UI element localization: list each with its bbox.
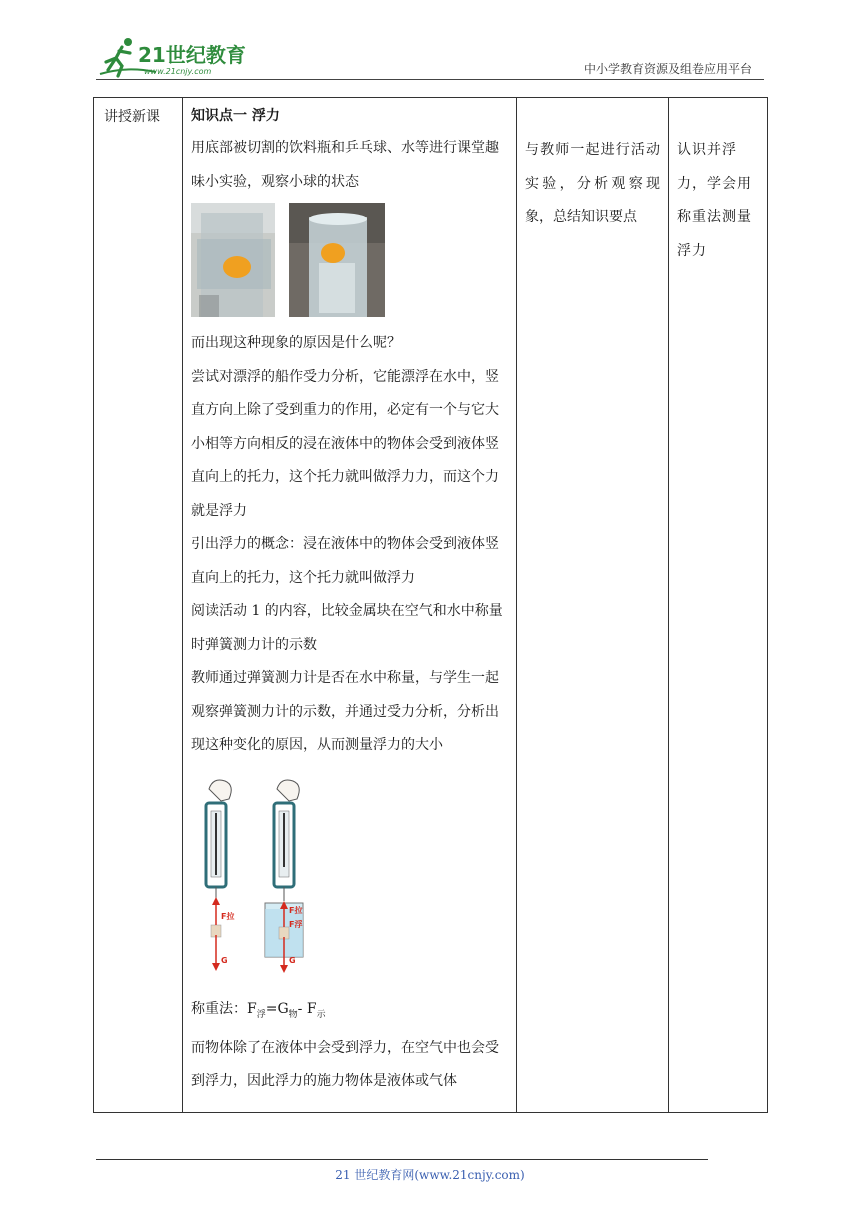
spring-scale-figure: [191, 777, 508, 987]
footer-text: 21 世纪教育网(www.21cnjy.com): [335, 1168, 525, 1182]
content-cell: [183, 98, 517, 1113]
reading-text: 阅读活动 1 的内容，比较金属块在空气和水中称量时弹簧测力计的示数: [191, 603, 503, 653]
weighing-formula: [191, 993, 508, 1032]
experiment-photos: [191, 203, 508, 321]
label-f-buoyancy: F浮: [289, 919, 303, 929]
formula-g: =G: [265, 1000, 289, 1017]
stage-cell: [94, 98, 183, 1113]
logo-url: www.21cnjy.com: [144, 67, 212, 76]
closing-text: 而物体除了在液体中会受到浮力，在空气中也会受到浮力，因此浮力的施力物体是液体或气体: [191, 1039, 499, 1090]
formula-sub-object: 物: [288, 1009, 298, 1020]
formula-minus-f: - F: [297, 1000, 317, 1017]
label-gravity: G: [221, 955, 228, 965]
page-header: [0, 0, 860, 90]
formula-sub-reading: 示: [316, 1009, 326, 1020]
label-f-pull: F拉: [221, 911, 235, 921]
design-intent-text: 认识并浮力，学会用称重法测量浮力: [677, 142, 752, 259]
label-f-pull-2: F拉: [289, 905, 303, 915]
knowledge-point-title: 知识点一 浮力: [191, 108, 280, 124]
spring-scale-diagram: [191, 777, 331, 987]
footer-divider: [96, 1159, 708, 1160]
teacher-text: 教师通过弹簧测力计是否在水中称量，与学生一起观察弹簧测力计的示数，并通过受力分析，分析出现这种变化的原因，从而测量浮力的大小: [191, 670, 499, 753]
concept-text: 引出浮力的概念：浸在液体中的物体会受到液体竖直向上的托力，这个托力就叫做浮力: [191, 536, 499, 586]
student-activity-cell: [517, 98, 669, 1113]
formula-sub-buoyancy: 浮: [256, 1009, 266, 1020]
question-text: 而出现这种现象的原因是什么呢？: [191, 335, 401, 351]
header-divider: [96, 79, 764, 80]
analysis-text: 尝试对漂浮的船作受力分析，它能漂浮在水中，竖直方向上除了受到重力的作用，必定有一个与它大小相等方向相反的浸在液体中的物体会受到液体竖直向上的托力，这个托力就叫做浮力力，而这个力就是浮力: [191, 368, 499, 519]
logo-text: 21世纪教育: [138, 43, 246, 67]
table-row: [94, 98, 768, 1113]
design-intent-cell: [669, 98, 768, 1113]
label-gravity-2: G: [289, 955, 296, 965]
site-logo: [96, 36, 256, 80]
formula-prefix: 称重法：F: [191, 1000, 257, 1017]
bottle-photo-2: [289, 203, 385, 317]
platform-title: 中小学教育资源及组卷应用平台: [583, 62, 752, 76]
stage-label: 讲授新课: [104, 109, 160, 125]
student-activity-text: 与教师一起进行活动实验，分析观察现象，总结知识要点: [525, 142, 660, 225]
intro-text: 用底部被切割的饮料瓶和乒乓球、水等进行课堂趣味小实验，观察小球的状态: [191, 140, 499, 190]
lesson-table: [93, 97, 768, 1113]
bottle-photo-1: [191, 203, 275, 317]
